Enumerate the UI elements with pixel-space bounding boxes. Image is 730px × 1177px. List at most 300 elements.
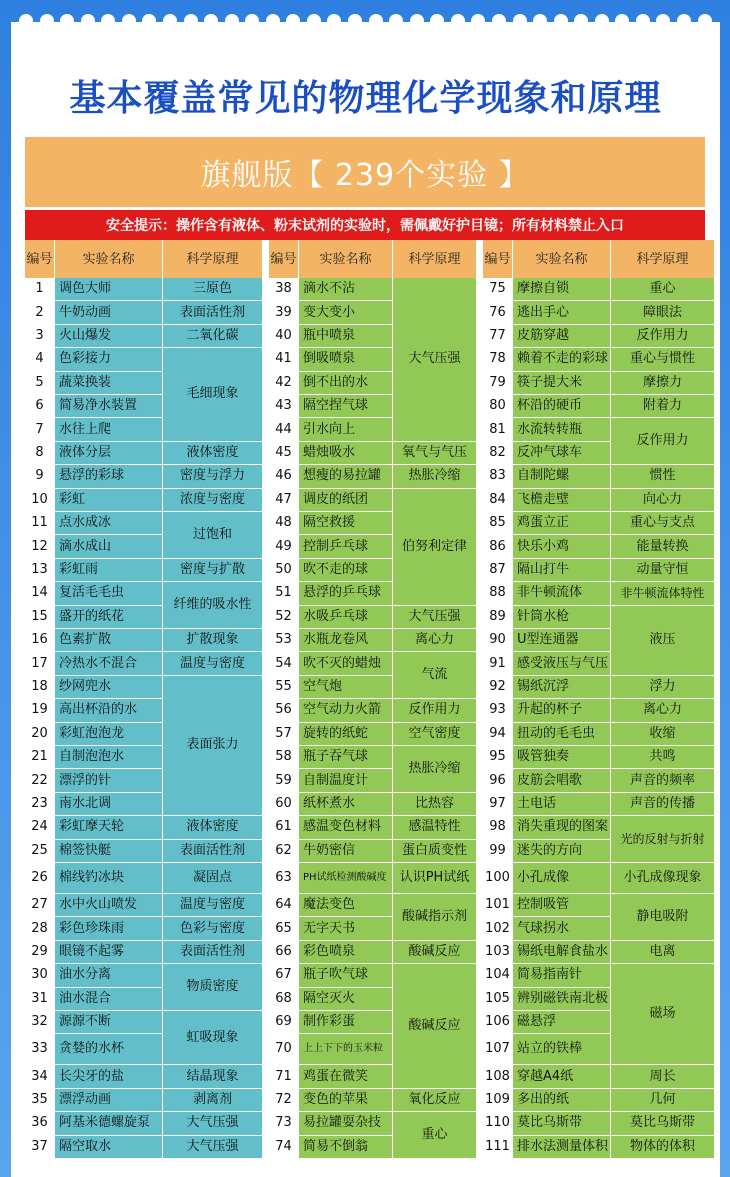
row-number: 103 — [483, 941, 513, 964]
experiment-name: 油水混合 — [55, 988, 163, 1011]
experiment-name: 滴水不沾 — [299, 278, 393, 301]
experiment-name: 吸管独奏 — [513, 746, 611, 769]
science-principle: 周长 — [611, 1065, 715, 1088]
science-principle: 密度与扩散 — [163, 559, 263, 582]
experiment-name: 控制吸管 — [513, 894, 611, 917]
experiment-name: 复活毛毛虫 — [55, 582, 163, 605]
experiment-name: 火山爆发 — [55, 325, 163, 348]
experiment-name: 吹不走的球 — [299, 559, 393, 582]
row-number: 29 — [25, 941, 55, 964]
row-number: 58 — [269, 746, 299, 769]
scallop-dot — [513, 14, 527, 28]
header-experiment-name: 实验名称 — [55, 240, 163, 278]
science-principle: 表面活性剂 — [163, 941, 263, 964]
scallop-dot — [204, 14, 218, 28]
scallop-dot — [122, 14, 136, 28]
science-principle: 莫比乌斯带 — [611, 1112, 715, 1135]
scallop-dot — [595, 14, 609, 28]
science-principle: 重心与惯性 — [611, 348, 715, 371]
experiment-name: 小孔成像 — [513, 863, 611, 894]
experiment-name: 旋转的纸蛇 — [299, 723, 393, 746]
row-number: 7 — [25, 418, 55, 441]
row-number: 80 — [483, 395, 513, 418]
row-number: 21 — [25, 746, 55, 769]
row-number: 82 — [483, 442, 513, 465]
experiment-name: 倒吸喷泉 — [299, 348, 393, 371]
row-number: 62 — [269, 840, 299, 863]
experiment-name: 彩虹 — [55, 489, 163, 512]
experiment-name: 鸡蛋立正 — [513, 512, 611, 535]
science-principle: 酸碱指示剂 — [393, 894, 477, 941]
science-principle: 扩散现象 — [163, 629, 263, 652]
scallop-dot — [410, 14, 424, 28]
experiment-name: 自制泡泡水 — [55, 746, 163, 769]
row-number: 77 — [483, 325, 513, 348]
experiment-name: 排水法测量体积 — [513, 1136, 611, 1159]
experiment-name: 彩虹摩天轮 — [55, 816, 163, 839]
row-number: 22 — [25, 769, 55, 792]
row-number: 61 — [269, 816, 299, 839]
row-number: 4 — [25, 348, 55, 371]
science-principle: 光的反射与折射 — [611, 816, 715, 863]
experiment-name: 滴水成山 — [55, 535, 163, 558]
row-number: 56 — [269, 699, 299, 722]
header-number: 编号 — [269, 240, 299, 278]
science-principle: 热胀冷缩 — [393, 465, 477, 488]
row-number: 99 — [483, 840, 513, 863]
row-number: 72 — [269, 1089, 299, 1112]
row-number: 50 — [269, 559, 299, 582]
experiment-name: 魔法变色 — [299, 894, 393, 917]
header-number: 编号 — [483, 240, 513, 278]
row-number: 95 — [483, 746, 513, 769]
science-principle: 表面活性剂 — [163, 301, 263, 324]
experiment-name: 牛奶动画 — [55, 301, 163, 324]
experiment-name: 牛奶密信 — [299, 840, 393, 863]
science-principle: 物质密度 — [163, 964, 263, 1011]
experiment-name: 点水成冰 — [55, 512, 163, 535]
scallop-dot — [163, 14, 177, 28]
row-number: 87 — [483, 559, 513, 582]
row-number: 98 — [483, 816, 513, 839]
experiment-name: 高出杯沿的水 — [55, 699, 163, 722]
scallop-dot — [81, 14, 95, 28]
science-principle: 三原色 — [163, 278, 263, 301]
experiment-name: 南水北调 — [55, 793, 163, 816]
row-number: 13 — [25, 559, 55, 582]
row-number: 66 — [269, 941, 299, 964]
science-principle: 感温特性 — [393, 816, 477, 839]
scallop-dot — [698, 14, 712, 28]
row-number: 48 — [269, 512, 299, 535]
science-principle: 氧化反应 — [393, 1089, 477, 1112]
experiment-name: 无字天书 — [299, 917, 393, 940]
science-principle: 动量守恒 — [611, 559, 715, 582]
experiment-name: 自制温度计 — [299, 769, 393, 792]
scallop-dot — [574, 14, 588, 28]
row-number: 9 — [25, 465, 55, 488]
scallop-dot — [266, 14, 280, 28]
row-number: 64 — [269, 894, 299, 917]
experiment-name: 非牛顿流体 — [513, 582, 611, 605]
scallop-dot — [101, 14, 115, 28]
experiment-name: 消失重现的图案 — [513, 816, 611, 839]
row-number: 65 — [269, 917, 299, 940]
science-principle: 密度与浮力 — [163, 465, 263, 488]
row-number: 73 — [269, 1112, 299, 1135]
row-number: 110 — [483, 1112, 513, 1135]
science-principle: 液压 — [611, 606, 715, 676]
row-number: 102 — [483, 917, 513, 940]
experiment-name: 蔬菜换装 — [55, 372, 163, 395]
science-principle: 表面张力 — [163, 676, 263, 816]
scallop-dot — [327, 14, 341, 28]
row-number: 20 — [25, 723, 55, 746]
experiment-name: 悬浮的彩球 — [55, 465, 163, 488]
row-number: 10 — [25, 489, 55, 512]
science-principle: 反作用力 — [611, 325, 715, 348]
row-number: 92 — [483, 676, 513, 699]
science-principle: 重心 — [611, 278, 715, 301]
row-number: 35 — [25, 1089, 55, 1112]
experiment-name: 隔空救援 — [299, 512, 393, 535]
row-number: 76 — [483, 301, 513, 324]
row-number: 60 — [269, 793, 299, 816]
row-number: 52 — [269, 606, 299, 629]
experiment-name: 引水向上 — [299, 418, 393, 441]
experiment-name: 纱网兜水 — [55, 676, 163, 699]
experiment-name: 水瓶龙卷风 — [299, 629, 393, 652]
experiment-name: 筷子提大米 — [513, 372, 611, 395]
experiment-name: 升起的杯子 — [513, 699, 611, 722]
science-principle: 纤维的吸水性 — [163, 582, 263, 629]
experiment-name: 多出的纸 — [513, 1089, 611, 1112]
row-number: 63 — [269, 863, 299, 894]
scallop-dot — [19, 14, 33, 28]
header-experiment-name: 实验名称 — [513, 240, 611, 278]
header-principle: 科学原理 — [163, 240, 263, 278]
experiment-name: 杯沿的硬币 — [513, 395, 611, 418]
science-principle: 物体的体积 — [611, 1136, 715, 1159]
experiment-name: 眼镜不起雾 — [55, 941, 163, 964]
science-principle: 几何 — [611, 1089, 715, 1112]
row-number: 83 — [483, 465, 513, 488]
row-number: 59 — [269, 769, 299, 792]
experiment-name: 空气炮 — [299, 676, 393, 699]
science-principle: 惯性 — [611, 465, 715, 488]
row-number: 85 — [483, 512, 513, 535]
experiment-name: 悬浮的乒乓球 — [299, 582, 393, 605]
experiment-name: 隔山打牛 — [513, 559, 611, 582]
experiment-name: 隔空捏气球 — [299, 395, 393, 418]
experiment-name: 扭动的毛毛虫 — [513, 723, 611, 746]
experiment-name: 彩色珍珠雨 — [55, 917, 163, 940]
page-headline: 基本覆盖常见的物理化学现象和原理 — [69, 78, 662, 119]
scallop-dot — [636, 14, 650, 28]
scallop-dot — [471, 14, 485, 28]
science-principle: 摩擦力 — [611, 372, 715, 395]
experiment-name: 空气动力火箭 — [299, 699, 393, 722]
experiment-name: 站立的铁棒 — [513, 1034, 611, 1065]
edition-banner: 旗舰版【 239个实验 】 — [25, 137, 705, 207]
experiment-name: 色彩接力 — [55, 348, 163, 371]
science-principle: 酸碱反应 — [393, 964, 477, 1089]
header-number: 编号 — [25, 240, 55, 278]
experiment-name: 水吸乒乓球 — [299, 606, 393, 629]
row-number: 69 — [269, 1011, 299, 1034]
row-number: 90 — [483, 629, 513, 652]
row-number: 28 — [25, 917, 55, 940]
science-principle: 非牛顿流体特性 — [611, 582, 715, 605]
row-number: 2 — [25, 301, 55, 324]
row-number: 108 — [483, 1065, 513, 1088]
row-number: 106 — [483, 1011, 513, 1034]
science-principle: 磁场 — [611, 964, 715, 1065]
experiment-name: 赖着不走的彩球 — [513, 348, 611, 371]
experiment-name: 感温变色材料 — [299, 816, 393, 839]
row-number: 17 — [25, 652, 55, 675]
science-principle: 结晶现象 — [163, 1065, 263, 1088]
row-number: 11 — [25, 512, 55, 535]
science-principle: 声音的频率 — [611, 769, 715, 792]
row-number: 88 — [483, 582, 513, 605]
science-principle: 伯努利定律 — [393, 489, 477, 606]
row-number: 45 — [269, 442, 299, 465]
science-principle: 液体密度 — [163, 816, 263, 839]
science-principle: 温度与密度 — [163, 652, 263, 675]
science-principle: 毛细现象 — [163, 348, 263, 442]
row-number: 36 — [25, 1112, 55, 1135]
science-principle: 反作用力 — [611, 418, 715, 465]
row-number: 47 — [269, 489, 299, 512]
science-principle: 共鸣 — [611, 746, 715, 769]
experiment-name: 吹不灭的蜡烛 — [299, 652, 393, 675]
row-number: 25 — [25, 840, 55, 863]
science-principle: 氧气与气压 — [393, 442, 477, 465]
row-number: 12 — [25, 535, 55, 558]
experiment-name: 飞檐走壁 — [513, 489, 611, 512]
row-number: 53 — [269, 629, 299, 652]
scallop-dot — [430, 14, 444, 28]
row-number: 111 — [483, 1136, 513, 1159]
experiment-name: 瓶子吞气球 — [299, 746, 393, 769]
science-principle: 大气压强 — [163, 1112, 263, 1135]
science-principle: 液体密度 — [163, 442, 263, 465]
experiment-name: 变大变小 — [299, 301, 393, 324]
experiment-name: 棉线钓冰块 — [55, 863, 163, 894]
experiment-name: 水流转转瓶 — [513, 418, 611, 441]
science-principle: 重心 — [393, 1112, 477, 1159]
header-principle: 科学原理 — [611, 240, 715, 278]
row-number: 32 — [25, 1011, 55, 1034]
experiment-name: 盛开的纸花 — [55, 606, 163, 629]
science-principle: 静电吸附 — [611, 894, 715, 941]
experiment-name: U型连通器 — [513, 629, 611, 652]
science-principle: 空气密度 — [393, 723, 477, 746]
row-number: 33 — [25, 1034, 55, 1065]
experiment-name: 漂浮动画 — [55, 1089, 163, 1112]
experiment-name: 皮筋会唱歌 — [513, 769, 611, 792]
row-number: 71 — [269, 1065, 299, 1088]
row-number: 34 — [25, 1065, 55, 1088]
science-principle: 浓度与密度 — [163, 489, 263, 512]
experiment-name: 磁悬浮 — [513, 1011, 611, 1034]
row-number: 67 — [269, 964, 299, 987]
row-number: 44 — [269, 418, 299, 441]
scallop-edge — [11, 14, 720, 32]
row-number: 89 — [483, 606, 513, 629]
experiment-name: 油水分离 — [55, 964, 163, 987]
experiment-name: 鸡蛋在微笑 — [299, 1065, 393, 1088]
science-principle: 离心力 — [393, 629, 477, 652]
row-number: 55 — [269, 676, 299, 699]
scallop-dot — [60, 14, 74, 28]
row-number: 91 — [483, 652, 513, 675]
experiment-name: 水往上爬 — [55, 418, 163, 441]
row-number: 46 — [269, 465, 299, 488]
experiment-name: PH试纸检测酸碱度 — [299, 863, 393, 894]
row-number: 30 — [25, 964, 55, 987]
science-principle: 虹吸现象 — [163, 1011, 263, 1065]
science-principle: 离心力 — [611, 699, 715, 722]
experiment-name: 蜡烛吸水 — [299, 442, 393, 465]
experiment-name: 长尖牙的盐 — [55, 1065, 163, 1088]
header-principle: 科学原理 — [393, 240, 477, 278]
science-principle: 能量转换 — [611, 535, 715, 558]
science-principle: 附着力 — [611, 395, 715, 418]
experiment-name: 调色大师 — [55, 278, 163, 301]
science-principle: 大气压强 — [163, 1136, 263, 1159]
experiment-name: 自制陀螺 — [513, 465, 611, 488]
science-principle: 蛋白质变性 — [393, 840, 477, 863]
experiment-name: 隔空灭火 — [299, 988, 393, 1011]
experiment-name: 反冲气球车 — [513, 442, 611, 465]
experiment-name: 针筒水枪 — [513, 606, 611, 629]
row-number: 101 — [483, 894, 513, 917]
row-number: 49 — [269, 535, 299, 558]
row-number: 18 — [25, 676, 55, 699]
experiment-name: 彩虹雨 — [55, 559, 163, 582]
scallop-dot — [451, 14, 465, 28]
science-principle: 表面活性剂 — [163, 840, 263, 863]
experiment-name: 棉签快艇 — [55, 840, 163, 863]
experiment-name: 源源不断 — [55, 1011, 163, 1034]
row-number: 54 — [269, 652, 299, 675]
experiment-name: 迷失的方向 — [513, 840, 611, 863]
scallop-dot — [615, 14, 629, 28]
row-number: 6 — [25, 395, 55, 418]
science-principle: 声音的传播 — [611, 793, 715, 816]
row-number: 51 — [269, 582, 299, 605]
science-principle: 浮力 — [611, 676, 715, 699]
experiment-name: 锡纸电解食盐水 — [513, 941, 611, 964]
row-number: 39 — [269, 301, 299, 324]
science-principle: 小孔成像现象 — [611, 863, 715, 894]
scallop-dot — [184, 14, 198, 28]
experiment-name: 想瘦的易拉罐 — [299, 465, 393, 488]
row-number: 19 — [25, 699, 55, 722]
experiment-name: 莫比乌斯带 — [513, 1112, 611, 1135]
experiment-name: 倒不出的水 — [299, 372, 393, 395]
scallop-dot — [492, 14, 506, 28]
scallop-dot — [286, 14, 300, 28]
experiment-name: 控制乒乓球 — [299, 535, 393, 558]
row-number: 27 — [25, 894, 55, 917]
experiment-name: 纸杯煮水 — [299, 793, 393, 816]
scallop-dot — [225, 14, 239, 28]
scallop-dot — [348, 14, 362, 28]
experiment-name: 感受液压与气压 — [513, 652, 611, 675]
science-principle: 认识PH试纸 — [393, 863, 477, 894]
row-number: 79 — [483, 372, 513, 395]
row-number: 24 — [25, 816, 55, 839]
row-number: 84 — [483, 489, 513, 512]
row-number: 41 — [269, 348, 299, 371]
scallop-dot — [677, 14, 691, 28]
row-number: 31 — [25, 988, 55, 1011]
row-number: 107 — [483, 1034, 513, 1065]
content-card — [11, 22, 720, 1177]
row-number: 109 — [483, 1089, 513, 1112]
row-number: 37 — [25, 1136, 55, 1159]
row-number: 70 — [269, 1034, 299, 1065]
science-principle: 大气压强 — [393, 606, 477, 629]
row-number: 16 — [25, 629, 55, 652]
experiment-name: 皮筋穿越 — [513, 325, 611, 348]
science-principle: 向心力 — [611, 489, 715, 512]
row-number: 8 — [25, 442, 55, 465]
row-number: 14 — [25, 582, 55, 605]
experiment-name: 易拉罐耍杂技 — [299, 1112, 393, 1135]
row-number: 104 — [483, 964, 513, 987]
row-number: 3 — [25, 325, 55, 348]
science-principle: 重心与支点 — [611, 512, 715, 535]
row-number: 43 — [269, 395, 299, 418]
safety-warning: 安全提示：操作含有液体、粉末试剂的实验时，需佩戴好护目镜；所有材料禁止入口 — [25, 210, 705, 240]
science-principle: 热胀冷缩 — [393, 746, 477, 793]
science-principle: 剥离剂 — [163, 1089, 263, 1112]
experiment-name: 穿越A4纸 — [513, 1065, 611, 1088]
science-principle: 温度与密度 — [163, 894, 263, 917]
row-number: 42 — [269, 372, 299, 395]
experiment-name: 色素扩散 — [55, 629, 163, 652]
row-number: 26 — [25, 863, 55, 894]
scallop-dot — [533, 14, 547, 28]
row-number: 40 — [269, 325, 299, 348]
science-principle: 比热容 — [393, 793, 477, 816]
experiment-name: 彩色喷泉 — [299, 941, 393, 964]
row-number: 15 — [25, 606, 55, 629]
experiment-name: 逃出手心 — [513, 301, 611, 324]
experiment-name: 锡纸沉浮 — [513, 676, 611, 699]
experiment-name: 简易净水装置 — [55, 395, 163, 418]
experiment-name: 制作彩蛋 — [299, 1011, 393, 1034]
scallop-dot — [307, 14, 321, 28]
row-number: 74 — [269, 1136, 299, 1159]
row-number: 68 — [269, 988, 299, 1011]
experiment-name: 摩擦自锁 — [513, 278, 611, 301]
experiment-name: 简易指南针 — [513, 964, 611, 987]
row-number: 96 — [483, 769, 513, 792]
row-number: 57 — [269, 723, 299, 746]
science-principle: 色彩与密度 — [163, 917, 263, 940]
row-number: 105 — [483, 988, 513, 1011]
row-number: 97 — [483, 793, 513, 816]
row-number: 78 — [483, 348, 513, 371]
experiment-name: 调皮的纸团 — [299, 489, 393, 512]
scallop-dot — [656, 14, 670, 28]
experiment-name: 贪婪的水杯 — [55, 1034, 163, 1065]
